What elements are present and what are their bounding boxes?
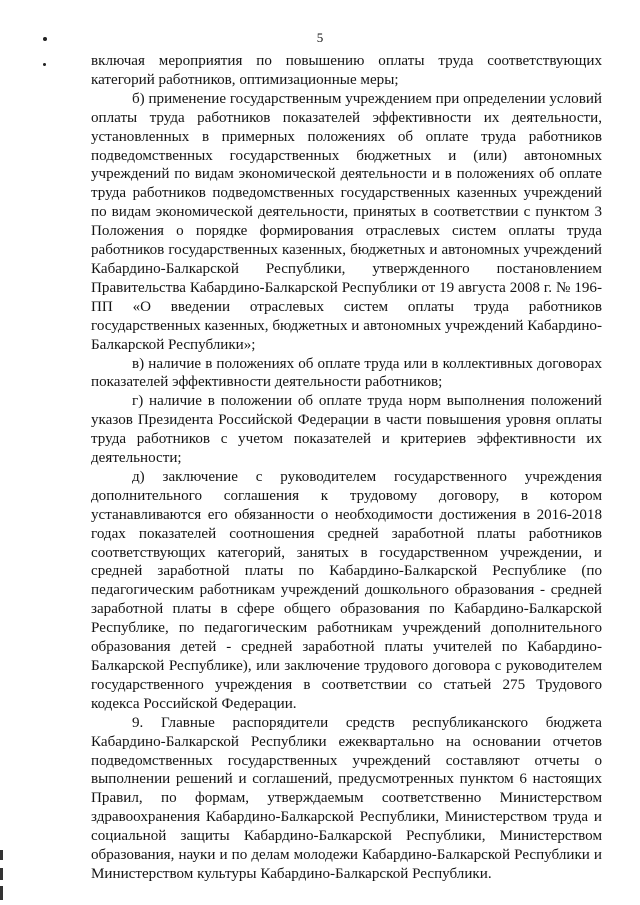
paragraph-b: б) применение государственным учреждением при определении условий оплаты труда работников показателей эффективности их деятельности, установленных в примерных положениях об оплате труда работников подведомственных государственных бюджетных и (или) автономных учреждений по видам экономической деятельности и в положениях об оплате труда работников подведомственных государственных казенных учреждений по видам экономической деятельности, принятых в соответствии с пунктом 3 Положения о порядке формирования отраслевых систем оплаты труда работников государственных казенных, бюджетных и автономных учреждений Кабардино-Балкарской Республики, утвержденного постановлением Правительства Кабардино-Балкарской Республики от 19 августа 2008 г. № 196-ПП «О введении отраслевых систем оплаты труда работников государственных казенных, бюджетных и автономных учреждений Кабардино-Балкарской Республики»;: [91, 90, 602, 353]
page-number: 5: [316, 30, 324, 45]
scan-edge-mark: [0, 886, 3, 900]
paragraph-v: в) наличие в положениях об оплате труда или в коллективных договорах показателей эффективности деятельности работников;: [91, 355, 602, 391]
scan-speck: [43, 63, 46, 66]
scan-edge-mark: [0, 850, 3, 860]
scan-edge-mark: [0, 868, 3, 880]
paragraph-item-9: 9. Главные распорядители средств республиканского бюджета Кабардино-Балкарской Республики ежеквартально на основании отчетов подведомственных государственных учреждений составляют отчеты о выполнении решений и соглашений, предусмотренных пунктом 6 настоящих Правил, по формам, утверждаемым соответственно Министерством здравоохранения Кабардино-Балкарской Республики, Министерством труда и социальной защиты Кабардино-Балкарской Республики, Министерством образования, науки и по делам молодежи Кабардино-Балкарской Республики и Министерством культуры Кабардино-Балкарской Республики.: [91, 714, 602, 882]
paragraph-continuation: включая мероприятия по повышению оплаты труда соответствующих категорий работников, оптимизационные меры;: [91, 53, 602, 88]
document-body: [91, 52, 602, 884]
paragraph-d: д) заключение с руководителем государственного учреждения дополнительного соглашения к трудовому договору, в котором устанавливаются его обязанности о необходимости достижения в 2016-2018 годах показателей соотношения средней заработной платы работников соответствующих категорий, занятых в государственном учреждении, и средней заработной платы по Кабардино-Балкарской Республике (по педагогическим работникам учреждений дошкольного образования - средней заработной платы в сфере общего образования по Кабардино-Балкарской Республике, по педагогическим работникам учреждений дополнительного образования детей - средней заработной платы учителей по Кабардино-Балкарской Республике), или заключение трудового договора с руководителем государственного учреждения в соответствии со статьей 275 Трудового кодекса Российской Федерации.: [91, 468, 602, 712]
scan-speck: [43, 37, 47, 41]
paragraph-g: г) наличие в положении об оплате труда норм выполнения положений указов Президента Российской Федерации в части повышения уровня оплаты труда работников с учетом показателей и критериев эффективности их деятельности;: [91, 393, 602, 467]
